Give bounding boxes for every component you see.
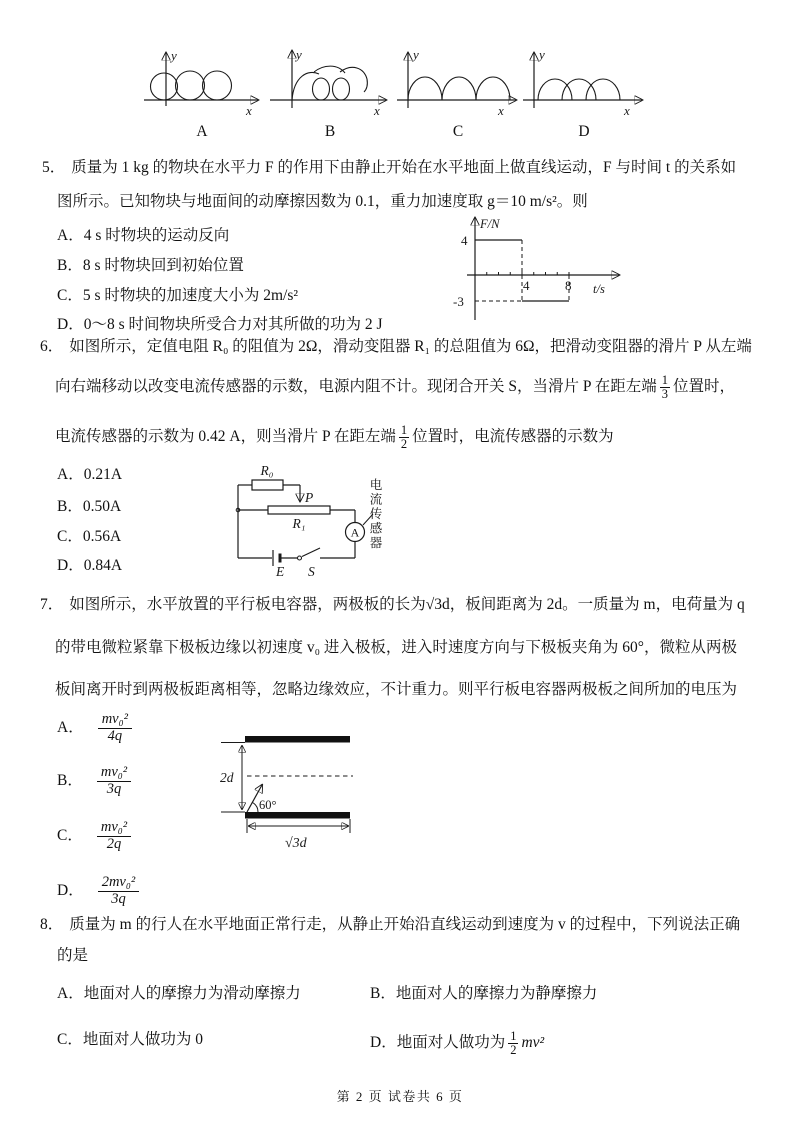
graph-t1: 4	[523, 278, 530, 293]
q7-line3: 板间离开时到两极板距离相等，忽略边缘效应，不计重力。则平行板电容器两极板之间所加的电压为	[55, 681, 738, 698]
graph-t2: 8	[565, 278, 572, 293]
graph-ylabel: F/N	[480, 217, 500, 231]
figure-c-label: C	[452, 123, 464, 140]
r0-label: R₀	[260, 463, 274, 478]
bottom-plate	[245, 812, 350, 819]
q6-line3: 电流传感器的示数为 0.42 A，则当滑片 P 在距左端 $\frac{1}{2}$ 位置时，电流传感器的示数为	[55, 423, 614, 452]
resistor-r0	[252, 480, 283, 490]
q5-line1: 5． 质量为 1 kg 的物块在水平力 F 的作用下由静止开始在水平地面上做直线运动，F 与时间 t 的关系如	[42, 159, 737, 176]
q6-option-a: A．0.21A	[57, 466, 123, 483]
figure-d-label: D	[578, 123, 590, 140]
figure-c-graph	[392, 46, 524, 116]
switch-pivot	[298, 556, 302, 560]
q7-option-b: B． $\frac{\text{mv₀²}}{3q}$	[57, 765, 131, 798]
length-label: √3d	[285, 836, 307, 851]
q5-option-d: D．0～8 s 时间物块所受合力对其所做的功为 2 J	[57, 316, 383, 333]
rheostat-r1	[268, 506, 330, 514]
angle-label: 60°	[259, 798, 277, 812]
figure-b-graph	[264, 46, 396, 116]
axis-y-label: y	[296, 47, 302, 62]
gap-label: 2d	[220, 770, 234, 785]
q8-option-c: C．地面对人做功为 0	[57, 1031, 203, 1048]
option-d-fraction: $\frac{\text{2mv₀²}}{3q}$	[98, 875, 140, 908]
q8-option-b: B．地面对人的摩擦力为静摩擦力	[370, 985, 598, 1002]
q6-number: 6．	[40, 338, 64, 355]
axis-y-label: y	[171, 48, 177, 63]
page-footer: 第 2 页 试卷共 6 页	[336, 1089, 464, 1104]
option-a-fraction: $\frac{\text{mv₀²}}{4q}$	[98, 712, 132, 745]
q5-force-time-graph	[443, 214, 633, 324]
option-b-fraction: $\frac{\text{mv₀²}}{3q}$	[97, 765, 131, 798]
q5-option-c: C．5 s 时物块的加速度大小为 2m/s²	[57, 287, 299, 304]
graph-xlabel: t/s	[593, 282, 605, 296]
option-c-fraction: $\frac{\text{mv₀²}}{2q}$	[97, 820, 131, 853]
figure-d-graph	[518, 46, 650, 116]
axis-x-label: x	[374, 103, 380, 118]
graph-ymin: -3	[453, 294, 464, 309]
q5-option-b: B．8 s 时物块回到初始位置	[57, 257, 244, 274]
q6-option-b: B．0.50A	[57, 498, 122, 515]
ammeter-letter: A	[350, 525, 360, 540]
axis-x-label: x	[624, 103, 630, 118]
axis-y-label: y	[413, 47, 419, 62]
fraction-one-half: $\frac{1}{2}$	[400, 423, 408, 452]
q8-option-a: A．地面对人的摩擦力为滑动摩擦力	[57, 985, 301, 1002]
q8-number: 8．	[40, 916, 64, 933]
q6-line2: 向右端移动以改变电流传感器的示数，电源内阻不计。现闭合开关 S，当滑片 P 在距左端 $\frac{1}{3}$ 位置时，	[55, 373, 736, 402]
q8-option-d: D．地面对人做功为 $\frac{1}{2}$ mv²	[370, 1029, 545, 1058]
q7-line1: 7． 如图所示，水平放置的平行板电容器，两极板的长为√3d，板间距离为 2d。一质量为 m，电荷量为 q	[40, 596, 745, 613]
q8-line1: 8． 质量为 m 的行人在水平地面正常行走，从静止开始沿直线运动到速度为 v 的过程中，下列说法正确	[40, 916, 741, 933]
r1-label: R₁	[292, 516, 306, 531]
fraction-one-third: $\frac{1}{3}$	[661, 373, 669, 402]
e-label: E	[276, 564, 285, 579]
q7-option-d: D． $\frac{\text{2mv₀²}}{3q}$	[57, 875, 139, 908]
q5-line2: 图所示。已知物块与地面间的动摩擦因数为 0.1，重力加速度取 g＝10 m/s²。则	[57, 193, 588, 210]
fraction-one-half-q8: $\frac{1}{2}$	[510, 1029, 517, 1058]
q6-option-d: D．0.84A	[57, 557, 123, 574]
q5-number: 5．	[42, 159, 66, 176]
q7-option-a: A． $\frac{\text{mv₀²}}{4q}$	[57, 712, 132, 745]
axis-x-label: x	[246, 103, 252, 118]
axis-x-label: x	[498, 103, 504, 118]
top-plate	[245, 736, 350, 743]
q8-line2: 的是	[57, 947, 89, 964]
axis-y-label: y	[539, 47, 545, 62]
figure-b-label: B	[324, 123, 336, 140]
q7-capacitor-figure	[213, 726, 381, 854]
q7-number: 7．	[40, 596, 64, 613]
graph-ymax: 4	[461, 233, 468, 248]
current-sensor-label: 电流传感器	[368, 478, 382, 551]
q6-line1: 6． 如图所示，定值电阻 R₀ 的阻值为 2Ω，滑动变阻器 R₁ 的总阻值为 6Ω，把滑动变阻器的滑片 P 从左端	[40, 338, 752, 355]
s-label: S	[308, 564, 315, 579]
figure-a-label: A	[196, 123, 208, 140]
figure-a-graph	[136, 46, 268, 116]
q5-option-a: A．4 s 时物块的运动反向	[57, 227, 230, 244]
p-label: P	[305, 490, 314, 505]
q6-option-c: C．0.56A	[57, 528, 122, 545]
q7-line2: 的带电微粒紧靠下极板边缘以初速度 v₀ 进入极板，进入时速度方向与下极板夹角为 60°，微粒从两极	[55, 639, 737, 656]
q7-option-c: C． $\frac{\text{mv₀²}}{2q}$	[57, 820, 131, 853]
